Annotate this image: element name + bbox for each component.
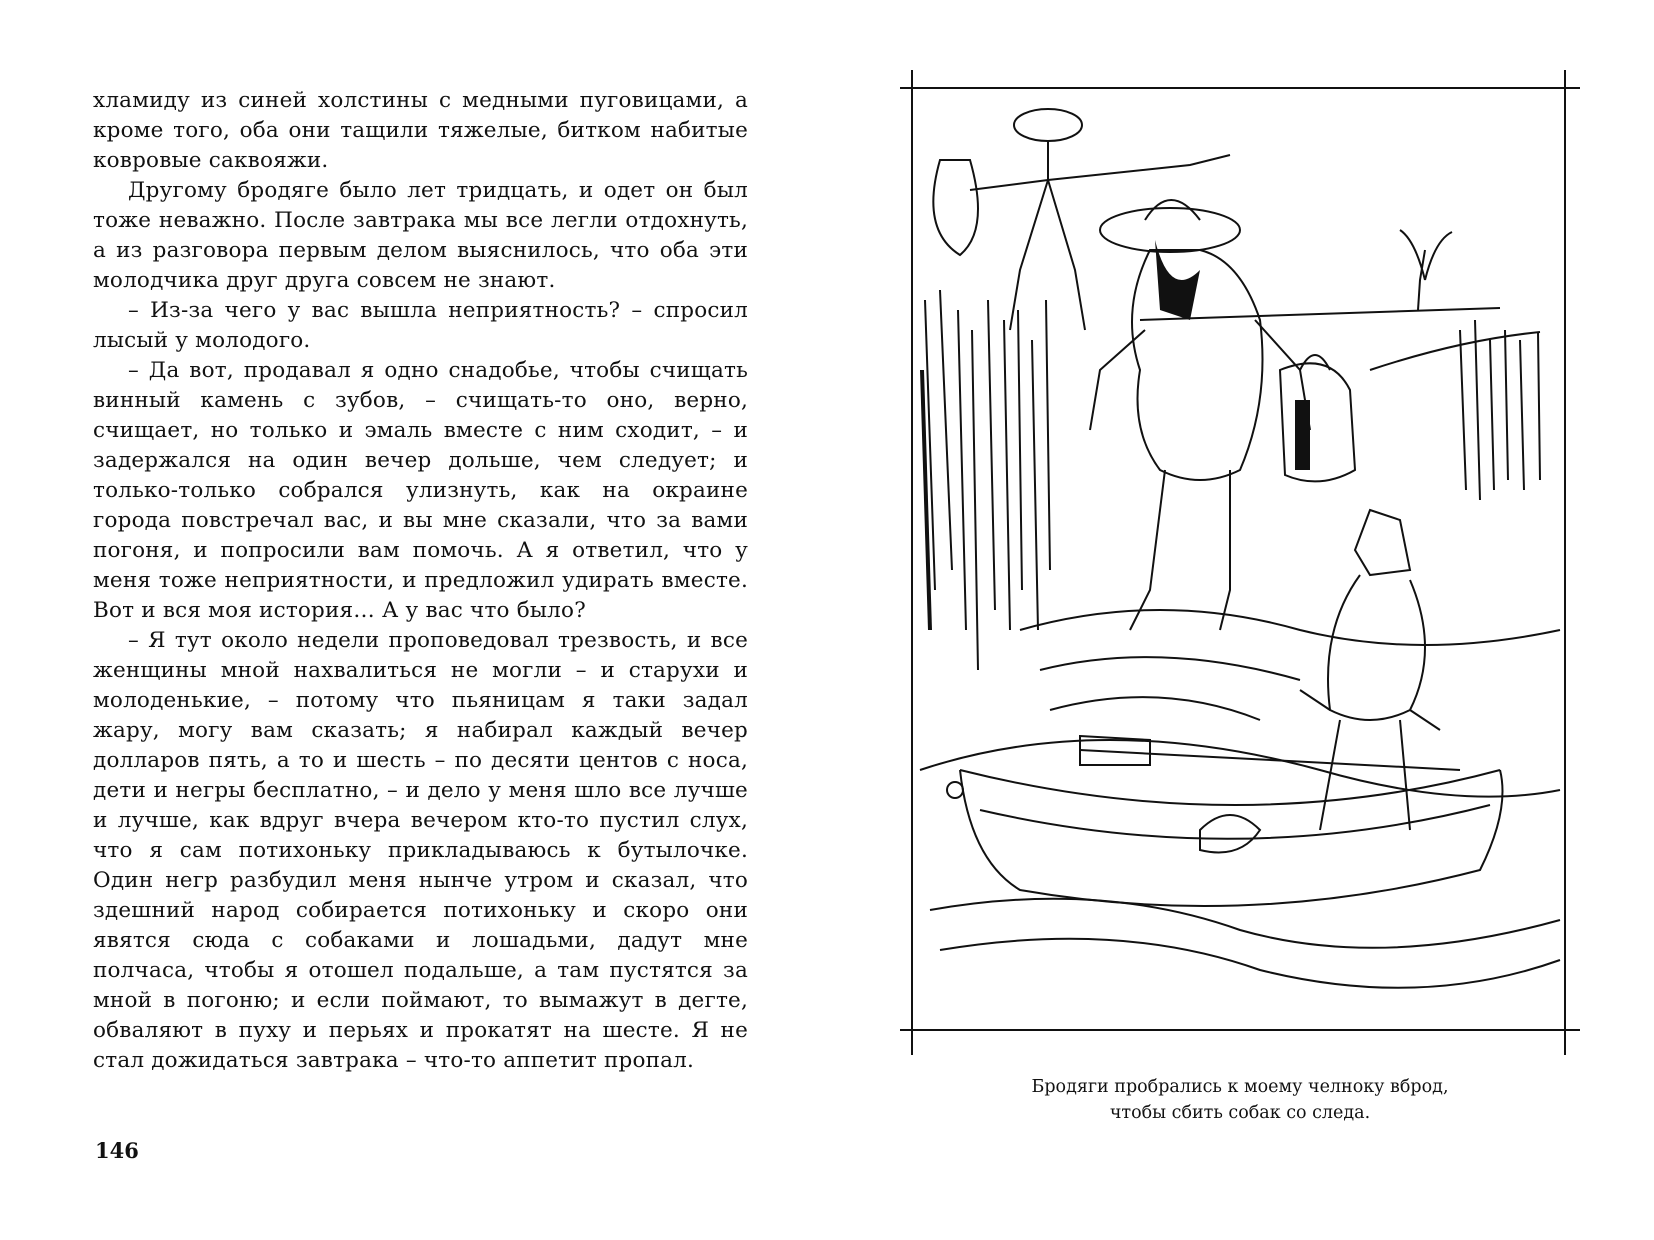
illustration-caption bbox=[900, 1074, 1580, 1126]
illustration-drawing bbox=[900, 70, 1580, 1055]
paragraph: Другому бродяге было лет тридцать, и одет он был тоже неважно. После завтрака мы все легли отдохнуть, а из разговора первым делом выяснилось, что оба эти молодчика друг друга совсем не знают. bbox=[93, 178, 748, 293]
paragraph: – Да вот, продавал я одно снадобье, чтобы счищать винный камень с зубов, – счищать-то оно, верно, счищает, но только и эмаль вместе с ним сходит, – и задержался на один вечер дольше, чем следует; и только-только собрался улизнуть, как на окраине города повстречал вас, и вы мне сказали, что за вами погоня, и попросили вам помочь. А я ответил, что у меня тоже неприятности, и предложил удирать вместе. Вот и вся моя история… А у вас что было? bbox=[93, 358, 748, 623]
caption-line: чтобы сбить собак со следа. bbox=[1109, 1103, 1371, 1123]
page-number: 146 bbox=[95, 1138, 139, 1163]
paragraph: – Из-за чего у вас вышла неприятность? – спросил лысый у молодого. bbox=[93, 298, 748, 353]
book-illustration bbox=[900, 70, 1580, 1055]
left-page-text bbox=[93, 86, 748, 1076]
paragraph: – Я тут около недели проповедовал трезвость, и все женщины мной нахвалиться не могли – и старухи и молоденькие, – потому что пьяницам я таки задал жару, могу вам сказать; я набирал каждый вечер долларов пять, а то и шесть – по десяти центов с носа, дети и негры бесплатно, – и дело у меня шло все лучше и лучше, как вдруг вчера вечером кто-то пустил слух, что я сам потихоньку прикладываюсь к бутылочке. Один негр разбудил меня нынче утром и сказал, что здешний народ собирается потихоньку и скоро они явятся сюда с собаками и лошадьми, дадут мне полчаса, чтобы я отошел подальше, а там пустятся за мной в погоню; и если поймают, то вымажут в дегте, обваляют в пуху и перьях и прокатят на шесте. Я не стал дожидаться завтрака – что-то аппетит пропал. bbox=[93, 628, 748, 1073]
paragraph: хламиду из синей холстины с медными пуговицами, а кроме того, оба они тащили тяжелые, битком набитые ковровые саквояжи. bbox=[93, 88, 748, 173]
caption-line: Бродяги пробрались к моему челноку вброд, bbox=[1031, 1077, 1449, 1097]
